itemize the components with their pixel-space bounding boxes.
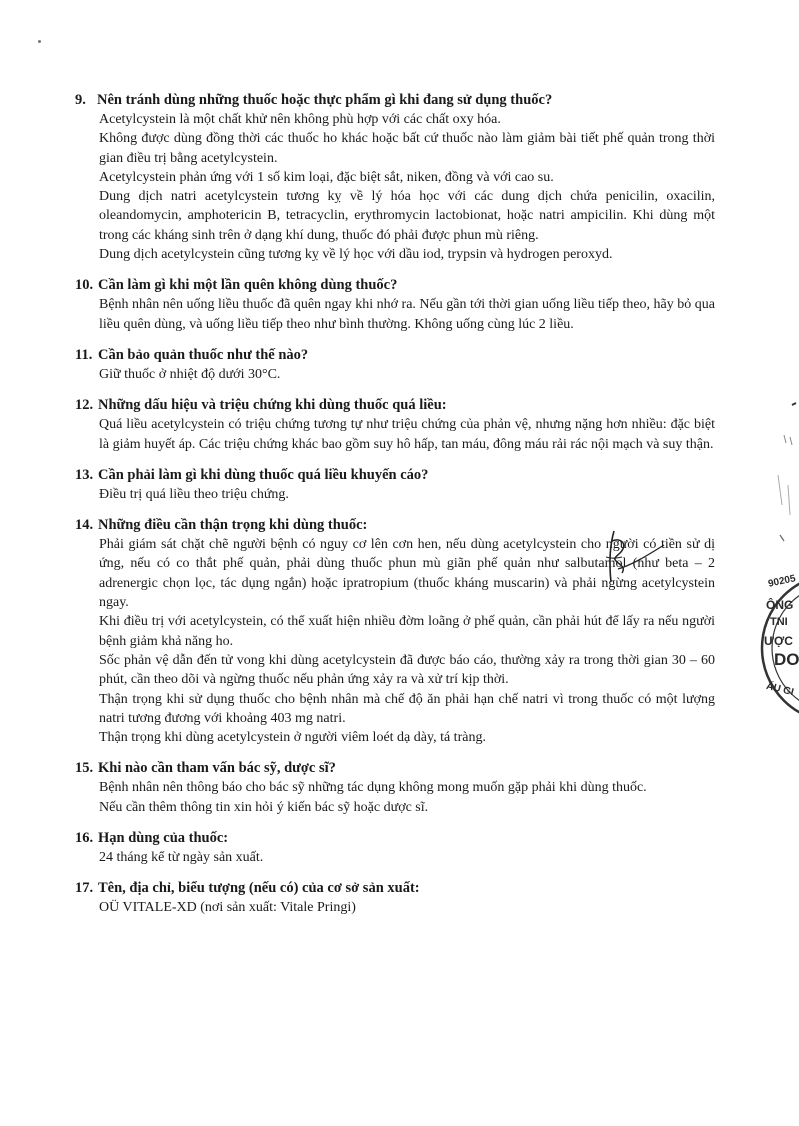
section-title: Những dấu hiệu và triệu chứng khi dùng thuốc quá liều: [98,397,447,414]
paragraph: Giữ thuốc ở nhiệt độ dưới 30°C. [99,366,281,382]
section-heading [75,829,715,848]
section-title: Những điều cần thận trọng khi dùng thuốc: [98,517,368,534]
paragraph: Acetylcystein là một chất khử nên không phù hợp với các chất oxy hóa. [99,112,501,127]
section-number: 11. [75,346,93,363]
paragraph: Điều trị quá liều theo triệu chứng. [99,486,289,502]
paragraph: Bệnh nhân nên thông báo cho bác sỹ những tác dụng không mong muốn gặp phải khi dùng thuốc. [99,780,647,796]
section-number: 16. [75,830,94,847]
paragraph: Dung dịch natri acetylcystein tương kỵ về lý hóa học với các dung dịch chứa penicilin, oxacilin, oleandomycin, amphotericin B, tetracyclin, erythromycin lactobionat, hoặc natri ampicilin. Khi dùng một trong các kháng sinh trên ở dạng khí dung, thuốc đó phải được phun mù riêng. [99,189,715,243]
stamp-text: ÔNG [766,598,794,612]
section-number: 15. [75,760,94,777]
paragraph: Phải giám sát chặt chẽ người bệnh có nguy cơ lên cơn hen, nếu dùng acetylcystein cho người có tiền sử dị ứng, nếu có co thắt phế quản, phải dùng thuốc phun mù giãn phế quản như salbutamol (như beta – 2 adrenergic chọn lọc, tác dụng ngắn) hoặc ipratropium (thuốc kháng muscarin) và phải ngừng acetylcystein ngay. [99,537,715,611]
section-title: Nên tránh dùng những thuốc hoặc thực phẩm gì khi đang sử dụng thuốc? [97,92,553,108]
section-title: Tên, địa chỉ, biểu tượng (nếu có) của cơ sở sản xuất: [98,880,420,897]
scan-speck [38,40,41,43]
paragraph: Sốc phản vệ dẫn đến tử vong khi dùng acetylcystein đã được báo cáo, thường xảy ra trong thời gian 30 – 60 phút, cần theo dõi và ngừng thuốc nếu phản ứng xảy ra và xử trí kịp thời. [99,652,715,688]
section-number: 9. [75,92,86,108]
section-title: Cần bảo quản thuốc như thế nào? [98,346,309,363]
section-12 [75,396,715,454]
paragraph: 24 tháng kể từ ngày sản xuất. [99,850,264,866]
stamp-text: 90205 [767,573,797,590]
section-heading [75,396,715,415]
handwritten-signature [592,527,666,587]
paragraph: Thận trọng khi dùng acetylcystein ở người viêm loét dạ dày, tá tràng. [99,730,486,746]
paragraph: Không được dùng đồng thời các thuốc ho khác hoặc bất cứ thuốc nào làm giảm bài tiết phế quản trong thời gian điều trị bằng acetylcystein. [99,131,715,166]
paragraph: Khi điều trị với acetylcystein, có thể xuất hiện nhiều đờm loãng ở phế quản, cần phải hút để lấy ra nếu người bệnh giảm khả năng ho. [99,614,715,649]
section-title: Cần phải làm gì khi dùng thuốc quá liều khuyến cáo? [98,466,429,483]
paragraph: Thận trọng khi sử dụng thuốc cho bệnh nhân mà chế độ ăn phải hạn chế natri vì trong thuốc có một lượng natri tương đương với khoảng 403 mg natri. [99,691,715,726]
edge-marks [770,395,799,555]
section-heading [75,91,715,110]
section-10 [75,276,715,334]
section-title: Cần làm gì khi một lần quên không dùng thuốc? [98,277,398,294]
leaflet-content [75,91,715,930]
section-11 [75,346,715,384]
section-title: Khi nào cần tham vấn bác sỹ, dược sĩ? [98,760,336,777]
section-number: 14. [75,517,94,534]
section-heading [75,879,715,898]
stamp-text: ƯỢC [764,634,793,648]
section-number: 12. [75,397,94,414]
paragraph: Dung dịch acetylcystein cũng tương kỵ về lý học với dầu iod, trypsin và hydrogen peroxyd. [99,247,613,263]
paragraph: Bệnh nhân nên uống liều thuốc đã quên ngay khi nhớ ra. Nếu gần tới thời gian uống liều tiếp theo, hãy bỏ qua liều quên dùng, và uống liều tiếp theo như bình thường. Không uống cùng lúc 2 liều. [99,297,715,332]
company-stamp [756,570,799,725]
paragraph: OÜ VITALE-XD (nơi sản xuất: Vitale Pringi) [99,900,356,916]
section-heading [75,759,715,778]
section-heading [75,466,715,485]
stamp-text: TNI [770,616,788,628]
section-heading [75,346,715,365]
paragraph: Quá liều acetylcystein có triệu chứng tương tự như triệu chứng của phản vệ, nhưng nặng hơn nhiều: đặc biệt là giảm huyết áp. Các triệu chứng khác bao gồm suy hô hấp, tan máu, đông máu rải rác nội mạch và suy thận. [99,417,715,452]
stamp-text: ẤU GI [765,680,795,699]
section-15 [75,759,715,817]
section-9 [75,91,715,264]
section-title: Hạn dùng của thuốc: [98,830,229,847]
paragraph: Nếu cần thêm thông tin xin hỏi ý kiến bác sỹ hoặc dược sĩ. [99,799,429,815]
section-number: 17. [75,880,94,897]
stamp-text: DO [774,650,799,669]
section-13 [75,466,715,504]
section-17 [75,879,715,917]
section-number: 13. [75,466,94,483]
section-number: 10. [75,277,94,294]
section-16 [75,829,715,867]
paragraph: Acetylcystein phản ứng với 1 số kim loại, đặc biệt sắt, niken, đồng và với cao su. [99,169,554,185]
section-heading [75,276,715,295]
